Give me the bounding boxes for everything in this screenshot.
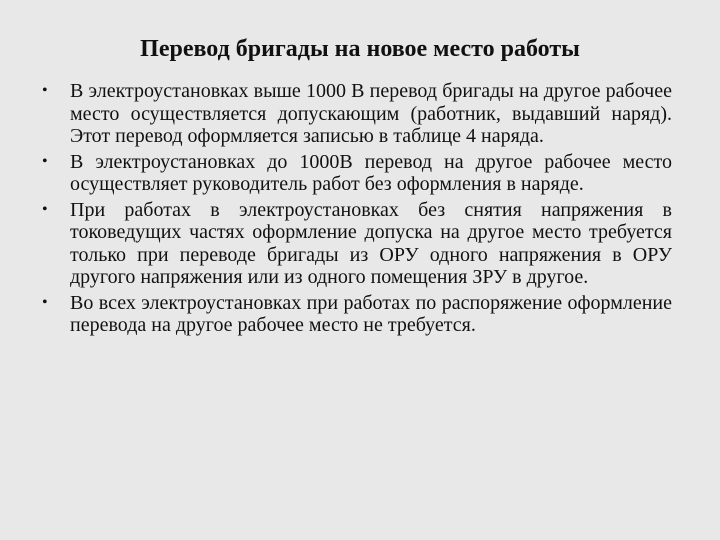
bullet-dot-icon: • — [42, 293, 48, 311]
bullet-text: При работах в электроустановках без снятия напряжения в токоведущих частях оформление допуска на другое место требуется только при переводе бригады из ОРУ одного напряжения в ОРУ другого напряжения или из одного помещения ЗРУ в другое. — [70, 198, 672, 288]
bullet-text: В электроустановках выше 1000 В перевод бригады на другое рабочее место осуществляется допускающим (работник, выдавший наряд). Этот перевод оформляется записью в таблице 4 наряда. — [70, 80, 672, 147]
bullet-dot-icon: • — [42, 152, 48, 170]
slide-title: Перевод бригады на новое место работы — [140, 36, 580, 62]
bullet-dot-icon: • — [42, 200, 48, 218]
bullet-text: Во всех электроустановках при работах по распоряжение оформление перевода на другое рабочее место не требуется. — [70, 291, 672, 336]
bullet-item — [42, 151, 672, 196]
bullet-item — [42, 292, 672, 337]
bullet-text: В электроустановках до 1000В перевод на другое рабочее место осуществляет руководитель работ без оформления в наряде. — [70, 150, 672, 195]
bullet-item — [42, 80, 672, 148]
bullet-dot-icon: • — [42, 82, 48, 99]
bullet-list — [42, 80, 672, 340]
bullet-item — [42, 199, 672, 289]
